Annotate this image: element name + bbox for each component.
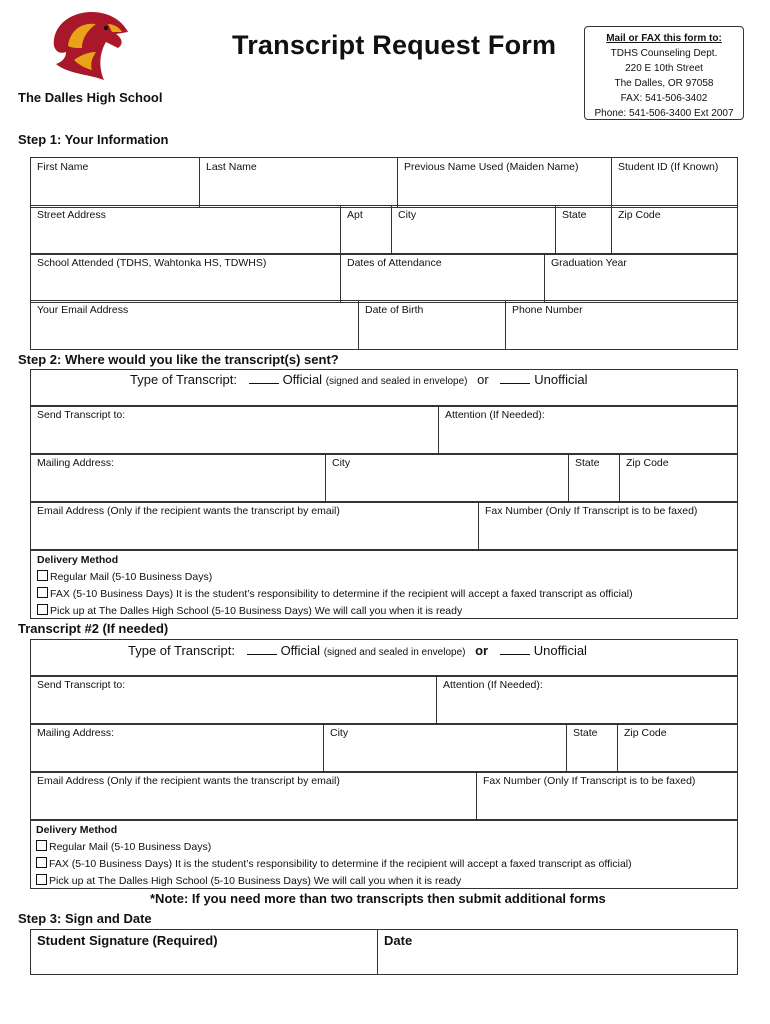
mail-zip-field[interactable]: Zip Code — [619, 453, 738, 503]
school-attended-field[interactable]: School Attended (TDHS, Wahtonka HS, TDWHS) — [30, 253, 341, 303]
delivery-method — [37, 552, 633, 620]
step2-heading: Step 2: Where would you like the transcript(s) sent? — [18, 352, 339, 367]
delivery-method-2 — [36, 822, 632, 890]
step3-heading: Step 3: Sign and Date — [18, 911, 152, 926]
delivery-option-regular-mail[interactable] — [37, 569, 633, 586]
school-name: The Dalles High School — [18, 90, 163, 105]
mail-city-field[interactable]: City — [325, 453, 569, 503]
fax-number-field-2[interactable]: Fax Number (Only If Transcript is to be faxed) — [476, 771, 738, 821]
delivery-heading: Delivery Method — [37, 554, 119, 566]
mail-zip-field-2[interactable]: Zip Code — [617, 723, 738, 773]
last-name-field[interactable]: Last Name — [199, 157, 398, 208]
delivery-heading: Delivery Method — [36, 824, 118, 836]
send-to-field-2[interactable]: Send Transcript to: — [30, 675, 437, 725]
unofficial-blank[interactable] — [500, 371, 530, 384]
recipient-email-field-2[interactable]: Email Address (Only if the recipient wants the transcript by email) — [30, 771, 477, 821]
attention-field[interactable]: Attention (If Needed): — [438, 405, 738, 455]
phone-field[interactable]: Phone Number — [505, 300, 738, 350]
transcript-type-label: Type of Transcript: — [130, 372, 237, 387]
apt-field[interactable]: Apt — [340, 205, 392, 255]
or-label: or — [477, 372, 489, 387]
unofficial-label: Unofficial — [534, 372, 588, 387]
unofficial-label: Unofficial — [533, 643, 587, 658]
mail-line: The Dalles, OR 97058 — [614, 78, 714, 89]
dob-field[interactable]: Date of Birth — [358, 300, 506, 350]
delivery-option-pickup[interactable] — [37, 603, 633, 620]
delivery-option-label: Pick up at The Dalles High School (5-10 Business Days) We will call you when it is ready — [49, 875, 462, 887]
mail-city-field-2[interactable]: City — [323, 723, 567, 773]
mail-line: FAX: 541-506-3402 — [620, 93, 708, 104]
delivery-option-fax[interactable] — [36, 856, 632, 873]
checkbox-icon[interactable] — [36, 840, 47, 851]
first-name-field[interactable]: First Name — [30, 157, 200, 208]
send-to-field[interactable]: Send Transcript to: — [30, 405, 439, 455]
mail-heading: Mail or FAX this form to: — [606, 33, 722, 44]
signature-field[interactable]: Student Signature (Required) — [30, 929, 378, 975]
mail-line: TDHS Counseling Dept. — [610, 48, 718, 59]
transcript2-type-line — [128, 642, 587, 658]
mailing-address-field[interactable]: Mailing Address: — [30, 453, 326, 503]
email-field[interactable]: Your Email Address — [30, 300, 359, 350]
recipient-email-field[interactable]: Email Address (Only if the recipient wants the transcript by email) — [30, 501, 479, 551]
transcript-type-label: Type of Transcript: — [128, 643, 235, 658]
fax-number-field[interactable]: Fax Number (Only If Transcript is to be faxed) — [478, 501, 738, 551]
delivery-option-label: Regular Mail (5-10 Business Days) — [49, 841, 212, 853]
mail-line: Phone: 541-506-3400 Ext 2007 — [594, 108, 734, 119]
mailing-address-field-2[interactable]: Mailing Address: — [30, 723, 324, 773]
student-id-field[interactable]: Student ID (If Known) — [611, 157, 738, 208]
checkbox-icon[interactable] — [37, 570, 48, 581]
delivery-option-label: FAX (5-10 Business Days) It is the student’s responsibility to determine if the recipient will accept a faxed transcript as official) — [50, 588, 633, 600]
dates-attendance-field[interactable]: Dates of Attendance — [340, 253, 545, 303]
delivery-option-pickup[interactable] — [36, 873, 632, 890]
checkbox-icon[interactable] — [36, 857, 47, 868]
checkbox-icon[interactable] — [37, 604, 48, 615]
state-field[interactable]: State — [555, 205, 612, 255]
official-label: Official — [280, 643, 321, 658]
graduation-year-field[interactable]: Graduation Year — [544, 253, 738, 303]
delivery-option-regular-mail[interactable] — [36, 839, 632, 856]
unofficial-blank[interactable] — [500, 642, 530, 655]
step1-heading: Step 1: Your Information — [18, 132, 169, 147]
street-address-field[interactable]: Street Address — [30, 205, 341, 255]
official-note: (signed and sealed in envelope) — [323, 647, 466, 658]
page-title: Transcript Request Form — [232, 30, 557, 60]
attention-field-2[interactable]: Attention (If Needed): — [436, 675, 738, 725]
checkbox-icon[interactable] — [37, 587, 48, 598]
delivery-option-fax[interactable] — [37, 586, 633, 603]
checkbox-icon[interactable] — [36, 874, 47, 885]
official-blank[interactable] — [249, 371, 279, 384]
zip-code-field[interactable]: Zip Code — [611, 205, 738, 255]
mail-state-field[interactable]: State — [568, 453, 620, 503]
official-blank[interactable] — [247, 642, 277, 655]
transcript-type-line — [130, 371, 588, 387]
transcript2-heading: Transcript #2 (If needed) — [18, 621, 169, 636]
or-label: or — [475, 643, 489, 658]
mail-state-field-2[interactable]: State — [566, 723, 618, 773]
date-field[interactable]: Date — [377, 929, 738, 975]
delivery-option-label: FAX (5-10 Business Days) It is the student’s responsibility to determine if the recipient will accept a faxed transcript as official) — [49, 858, 632, 870]
previous-name-field[interactable]: Previous Name Used (Maiden Name) — [397, 157, 612, 208]
note-text: *Note: If you need more than two transcripts then submit additional forms — [150, 891, 606, 906]
official-note: (signed and sealed in envelope) — [325, 376, 468, 387]
delivery-option-label: Regular Mail (5-10 Business Days) — [50, 571, 213, 583]
mail-line: 220 E 10th Street — [625, 63, 703, 74]
delivery-option-label: Pick up at The Dalles High School (5-10 Business Days) We will call you when it is ready — [50, 605, 463, 617]
school-logo — [48, 8, 130, 84]
official-label: Official — [282, 372, 323, 387]
mail-info-box — [584, 26, 744, 120]
city-field[interactable]: City — [391, 205, 556, 255]
